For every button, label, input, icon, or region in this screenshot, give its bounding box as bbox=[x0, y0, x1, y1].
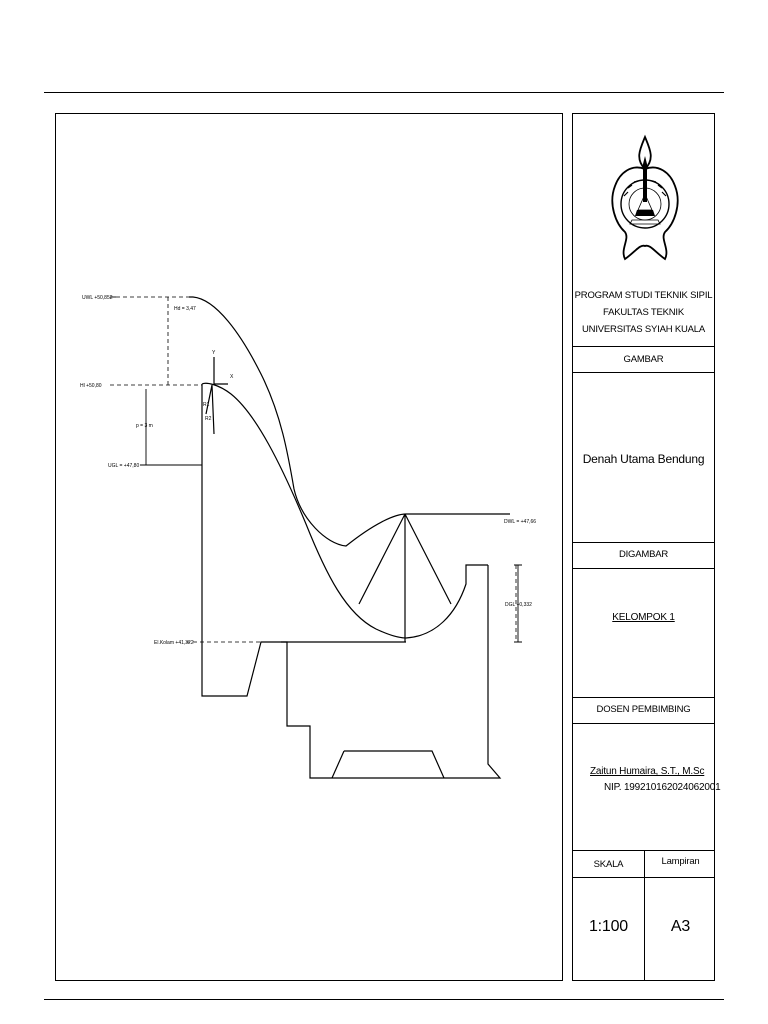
skala-header: SKALA bbox=[593, 859, 624, 870]
label-ugl: UGL = +47,80 bbox=[108, 463, 140, 469]
weir-upstream-face bbox=[202, 384, 500, 778]
top-border-rule bbox=[44, 92, 724, 93]
divider bbox=[573, 723, 714, 724]
label-dgl: DGL +0,332 bbox=[505, 602, 532, 608]
divider bbox=[573, 542, 714, 543]
label-axis-y: Y bbox=[212, 350, 216, 356]
label-hl: Hl +50,80 bbox=[80, 383, 102, 389]
divider bbox=[573, 346, 714, 347]
digambar-header: DIGAMBAR bbox=[618, 549, 669, 560]
divider bbox=[573, 372, 714, 373]
dosen-header: DOSEN PEMBIMBING bbox=[596, 704, 691, 715]
label-p: p = 3 m bbox=[136, 423, 153, 429]
basin-sill bbox=[344, 751, 444, 778]
digambar-value: KELOMPOK 1 bbox=[612, 612, 675, 623]
divider bbox=[573, 697, 714, 698]
label-r1: R1 bbox=[203, 402, 210, 408]
label-dwl: DWL = +47,66 bbox=[504, 519, 537, 525]
university-logo-icon bbox=[610, 134, 680, 269]
crest-axis bbox=[214, 357, 228, 384]
label-axis-x: X bbox=[230, 374, 234, 380]
gambar-value: Denah Utama Bendung bbox=[582, 452, 705, 466]
label-hd: Hd = 3,47 bbox=[174, 306, 196, 312]
drawing-area bbox=[55, 113, 563, 981]
label-uwl: UWL +50,852 bbox=[82, 295, 113, 301]
vertical-divider bbox=[644, 850, 645, 981]
bottom-border-rule bbox=[44, 999, 724, 1000]
skala-value: 1:100 bbox=[588, 918, 629, 935]
gambar-header: GAMBAR bbox=[623, 354, 664, 365]
institution-line-2: FAKULTAS TEKNIK bbox=[603, 307, 684, 318]
divider bbox=[573, 568, 714, 569]
title-block bbox=[572, 113, 721, 981]
dosen-nip: NIP. 199210162024062001 bbox=[604, 782, 721, 793]
university-seal bbox=[610, 134, 680, 269]
upper-water-surface bbox=[189, 297, 510, 546]
institution-line-3: UNIVERSITAS SYIAH KUALA bbox=[582, 324, 705, 335]
lampiran-header: Lampiran bbox=[661, 856, 700, 867]
label-dkolam: El.Kolam +41,322 bbox=[154, 640, 194, 646]
weir-crest-profile bbox=[202, 383, 488, 638]
lampiran-value: A3 bbox=[670, 918, 691, 935]
label-r2: R2 bbox=[205, 416, 212, 422]
weir-cross-section bbox=[56, 114, 562, 980]
institution-line-1: PROGRAM STUDI TEKNIK SIPIL bbox=[574, 290, 713, 301]
dosen-name: Zaitun Humaira, S.T., M.Sc bbox=[590, 766, 705, 777]
